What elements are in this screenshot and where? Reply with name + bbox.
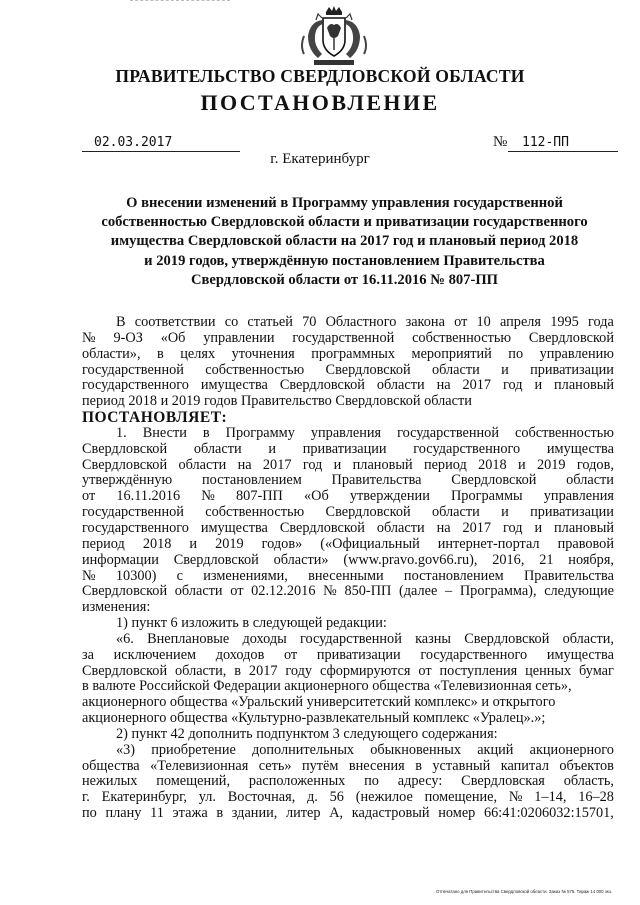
body-line: Свердловской области от 02.12.2016 № 850-ПП (далее – Программа), следующие <box>82 584 614 600</box>
body-line: общества «Телевизионная сеть» путём внесения в уставный капитал объектов <box>82 758 614 774</box>
resolution-word: ПОСТАНОВЛЯЕТ: <box>82 410 228 426</box>
body-line: «6. Внеплановые доходы государственной казны Свердловской области, <box>116 631 614 647</box>
city: г. Екатеринбург <box>270 151 370 167</box>
body-line: Свердловской области и приватизации государственного имущества <box>82 441 614 457</box>
document-date: 02.03.2017 <box>82 135 240 152</box>
number-label: № <box>493 134 508 150</box>
body-line: период 2018 и 2019 годов Правительство Свердловской области <box>82 394 472 410</box>
body-line: 1) пункт 6 изложить в следующей редакции: <box>116 616 387 632</box>
body-line: утверждённую постановлением Правительства Свердловской области <box>82 473 614 489</box>
body-line: нежилых помещений, расположенных по адресу: Свердловская область, <box>82 774 614 790</box>
body-line: В соответствии со статьей 70 Областного закона от 10 апреля 1995 года <box>116 315 614 330</box>
body-line: Свердловской области, в 2017 году сформируются от поступления ценных бумаг <box>82 663 614 679</box>
body-line: от 16.11.2016 № 807-ПП «Об утверждении Программы управления <box>82 489 614 505</box>
title-line: собственностью Свердловской области и приватизации государственного <box>101 214 588 231</box>
body-line: изменения: <box>82 600 151 616</box>
body-line: по плану 11 этажа в здании, литер А, кадастровый номер 66:41:0206032:15701, <box>82 806 614 822</box>
body-line: в валюте Российской Федерации акционерного общества «Телевизионная сеть», <box>82 679 572 695</box>
body-line: № 9-ОЗ «Об управлении государственной собственностью Свердловской <box>82 330 614 346</box>
body-line: № 10300) с изменениями, внесенными постановлением Правительства <box>82 568 614 584</box>
body-line: государственного имущества Свердловской области на 2017 год и плановый <box>82 520 614 536</box>
body-line: информации Свердловской области» (www.pravo.gov66.ru), 2016, 21 ноября, <box>82 552 614 568</box>
title-line: имущества Свердловской области на 2017 год и плановый период 2018 <box>110 233 579 250</box>
body-line: г. Екатеринбург, ул. Восточная, д. 56 (нежилое помещение, № 1–14, 16–28 <box>82 790 614 806</box>
body-line: период 2018 и 2019 годов» («Официальный интернет-портал правовой <box>82 536 614 552</box>
body-line: Свердловской области на 2017 год и плановый период 2018 и 2019 годов, <box>82 457 614 473</box>
body-line: государственной собственностью Свердловской области и приватизации <box>82 505 614 521</box>
body-line: области», в целях уточнения программных мероприятий по управлению <box>82 346 614 362</box>
body-line: акционерного общества «Культурно-развлекательный комплекс «Уралец».»; <box>82 711 546 727</box>
print-footer: Отпечатано для Правительства Свердловской области. Заказ № 575. Тираж 14 000 экз. <box>436 889 612 894</box>
body-line: государственного имущества Свердловской области на 2017 год и плановый <box>82 378 614 394</box>
body-line: «3) приобретение дополнительных обыкновенных акций акционерного <box>116 742 614 758</box>
document-type: ПОСТАНОВЛЕНИЕ <box>200 90 440 115</box>
body-line: 2) пункт 42 дополнить подпунктом 3 следующего содержания: <box>116 726 498 742</box>
coat-of-arms-icon <box>296 6 372 68</box>
title-line: Свердловской области от 16.11.2016 № 807-ПП <box>190 271 499 288</box>
body-line: государственной собственностью Свердловской области и приватизации <box>82 362 614 378</box>
body-line: за исключением доходов от приватизации государственного имущества <box>82 647 614 663</box>
government-name: ПРАВИТЕЛЬСТВО СВЕРДЛОВСКОЙ ОБЛАСТИ <box>115 66 525 86</box>
scan-artifact <box>130 0 230 4</box>
body-line: 1. Внести в Программу управления государственной собственностью <box>116 425 614 441</box>
document-number: 112-ПП <box>508 135 618 152</box>
document-body <box>82 315 614 822</box>
body-line: акционерного общества «Уральский университетский комплекс» и открытого <box>82 695 556 711</box>
title-line: О внесении изменений в Программу управления государственной <box>126 195 563 211</box>
document-title <box>82 194 607 290</box>
title-line: и 2019 годов, утверждённую постановлением Правительства <box>144 252 545 269</box>
